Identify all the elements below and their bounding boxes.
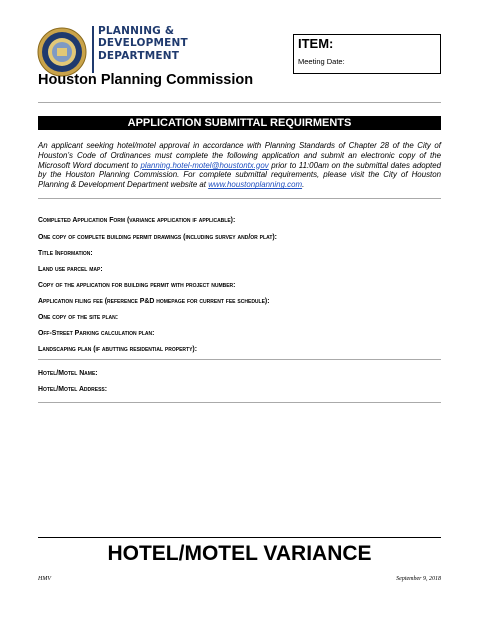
email-link[interactable]: planning.hotel-motel@houstontx.gov <box>140 160 269 170</box>
requirement-item: Land use parcel map: <box>38 266 103 273</box>
intro-text: An applicant seeking hotel/motel approval in accordance with Planning Standards of Chapter 28 of the City of Houston’s Code of Ordinances must complete the following application and submit an electronic copy of the Microsoft Word document to <box>38 141 441 170</box>
intro-text: prior to 11:00am on the submittal dates adopted by the Houston Planning Commission. For complete submittal requirements, please visit the City of Houston Planning & Development Department website at <box>38 160 441 190</box>
document-title: HOTEL/MOTEL VARIANCE <box>107 542 372 565</box>
item-box <box>293 34 441 74</box>
intro-text: . <box>302 180 305 190</box>
requirement-item: Copy of the application for building permit with project number: <box>38 282 236 289</box>
footer-code: HMV <box>38 576 51 582</box>
logo-divider <box>92 26 94 73</box>
section-banner: APPLICATION SUBMITTAL REQUIRMENTS <box>38 116 441 130</box>
dept-line: DEVELOPMENT <box>98 37 188 50</box>
requirement-item: Landscaping plan (if abutting residential property): <box>38 346 198 353</box>
footer-date: September 9, 2018 <box>396 576 441 582</box>
divider <box>38 102 441 103</box>
meeting-date-label: Meeting Date: <box>298 57 345 66</box>
title-rule <box>38 537 441 538</box>
divider <box>38 402 441 403</box>
dept-line: DEPARTMENT <box>98 49 180 62</box>
hotel-name-field: Hotel/Motel Name: <box>38 370 98 377</box>
requirement-item: One copy of the site plan: <box>38 314 119 321</box>
requirement-item: Off-Street Parking calculation plan: <box>38 330 155 337</box>
city-seal-logo <box>37 27 87 77</box>
divider <box>38 198 441 199</box>
requirement-item: Completed Application Form (variance application if applicable): <box>38 217 236 224</box>
requirement-item: One copy of complete building permit drawings (including survey and/or plat): <box>38 234 277 241</box>
divider <box>38 359 441 360</box>
intro-paragraph <box>38 141 441 190</box>
commission-name: Houston Planning Commission <box>38 72 254 88</box>
requirement-item: Title Information: <box>38 250 93 257</box>
dept-line: PLANNING & <box>98 25 175 37</box>
department-logotype <box>98 25 188 62</box>
hotel-address-field: Hotel/Motel Address: <box>38 386 108 393</box>
item-label: ITEM: <box>298 36 334 51</box>
requirement-item: Application filing fee (reference P&D homepage for current fee schedule): <box>38 298 270 305</box>
website-link[interactable]: www.houstonplanning.com <box>208 180 303 190</box>
